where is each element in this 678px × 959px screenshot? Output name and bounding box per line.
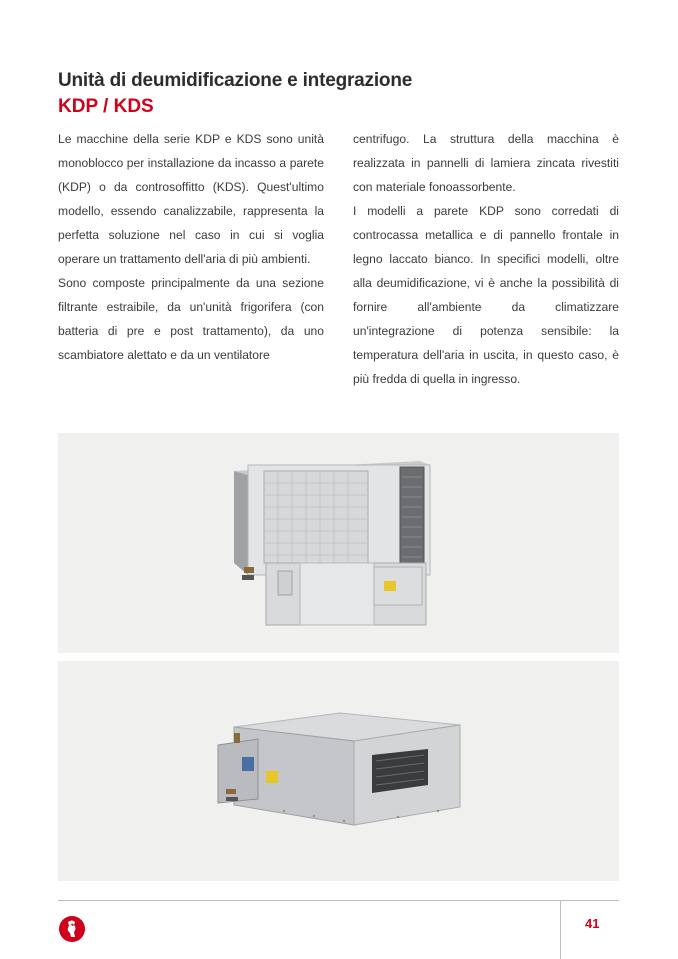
text-column-right (353, 127, 619, 391)
product-image-kds (58, 661, 619, 881)
kdp-unit-illustration (58, 433, 619, 653)
page-subtitle: KDP / KDS (58, 96, 154, 117)
footer-vertical-divider (560, 900, 561, 959)
footer-divider (58, 900, 619, 901)
brand-logo-icon (58, 915, 86, 943)
paragraph: Sono composte principalmente da una sezione filtrante estraibile, da un'unità frigorifera (con batteria di pre e post trattamento), da uno scambiatore alettato e da un ventilatore (58, 276, 324, 362)
text-column-left (58, 127, 324, 367)
kds-unit-illustration (58, 661, 619, 881)
paragraph: Le macchine della serie KDP e KDS sono unità monoblocco per installazione da incasso a parete (KDP) o da controsoffitto (KDS). Quest'ultimo modello, essendo canalizzabile, rappresenta la perfetta soluzione nel caso in cui si voglia operare un trattamento dell'aria di più ambienti. (58, 132, 324, 266)
paragraph: I modelli a parete KDP sono corredati di controcassa metallica e di pannello frontale in legno laccato bianco. In specifici modelli, oltre alla deumidificazione, vi è anche la possibilità di fornire all'ambiente da climatizzare un'integrazione di potenza sensibile: la temperatura dell'aria in uscita, in questo caso, è più fredda di quella in ingresso. (353, 204, 619, 386)
page-title: Unità di deumidificazione e integrazione (58, 70, 413, 91)
product-image-kdp (58, 433, 619, 653)
paragraph: centrifugo. La struttura della macchina è realizzata in pannelli di lamiera zincata rivestiti con materiale fonoassorbente. (353, 132, 619, 194)
page-number: 41 (585, 916, 600, 931)
